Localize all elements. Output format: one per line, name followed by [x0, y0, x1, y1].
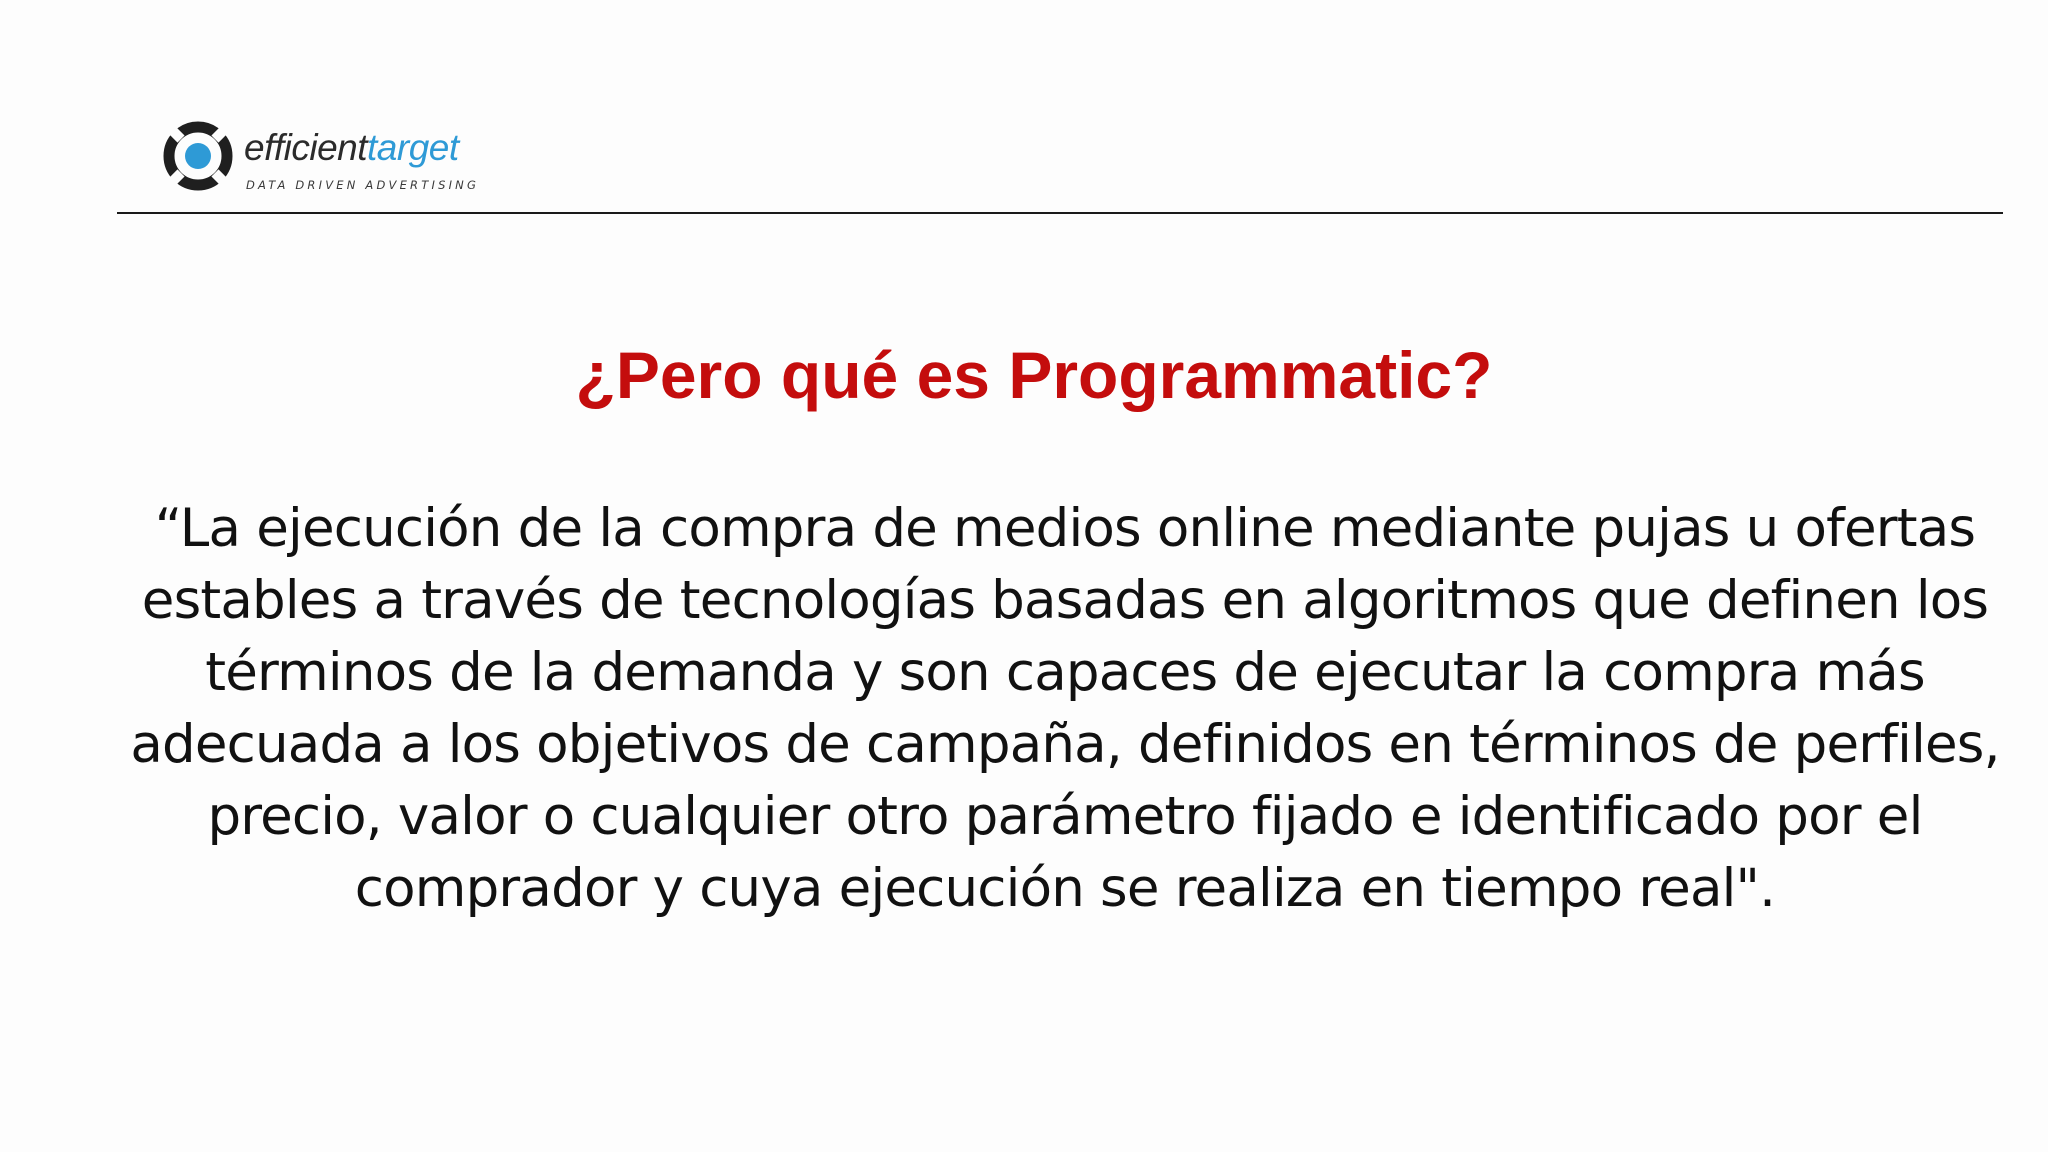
quote-line: “La ejecución de la compra de medios online mediante pujas u ofertas — [154, 498, 1976, 559]
slide-title: ¿Pero qué es Programmatic? — [575, 338, 1493, 412]
efficienttarget-logo — [160, 116, 500, 196]
quote-line: comprador y cuya ejecución se realiza en tiempo real". — [354, 858, 1776, 919]
header-divider — [117, 212, 2003, 214]
logo-word-efficient: efficient — [244, 127, 368, 168]
quote-line: adecuada a los objetivos de campaña, definidos en términos de perfiles, — [130, 714, 2000, 775]
target-logo-icon — [160, 118, 236, 194]
logo-word-target: target — [367, 127, 459, 168]
quote-line: términos de la demanda y son capaces de ejecutar la compra más — [205, 642, 1925, 703]
quote-line: precio, valor o cualquier otro parámetro fijado e identificado por el — [207, 786, 1923, 847]
logo-wordmark — [244, 128, 459, 168]
logo-tagline: DATA DRIVEN ADVERTISING — [246, 178, 480, 192]
definition-quote — [110, 493, 2020, 925]
quote-line: estables a través de tecnologías basadas en algoritmos que definen los — [141, 570, 1989, 631]
